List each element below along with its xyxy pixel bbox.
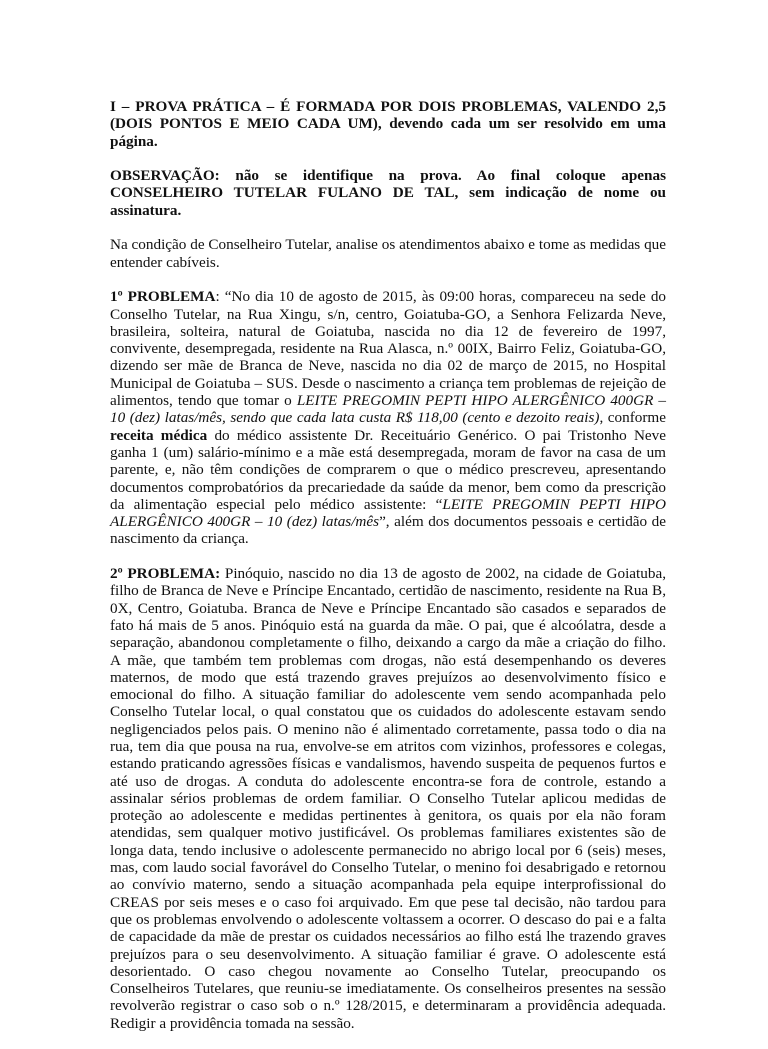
problem-1-label: 1º PROBLEMA (110, 288, 216, 306)
exam-title: I – PROVA PRÁTICA – É FORMADA POR DOIS PROBLEMAS, VALENDO 2,5 (DOIS PONTOS E MEIO CADA UM), devendo cada um ser resolvido em uma página. (110, 98, 666, 150)
problem-1-text-b: , conforme (599, 409, 666, 427)
document-page (110, 98, 666, 1049)
problem-2-paragraph (110, 565, 666, 1032)
problem-2-text: Pinóquio, nascido no dia 13 de agosto de 2002, na cidade de Goiatuba, filho de Branca de Neve e Príncipe Encantado, certidão de nascimento, residente na Rua B, 0X, Centro, Goiatuba. Branca de Neve e Príncipe Encantado são casados e separados de fato há mais de 5 anos. Pinóquio está na guarda da mãe. O pai, que é alcoólatra, desde a separação, abandonou completamente o filho, deixando a cargo da mãe a criação do filho. A mãe, que também tem problemas com drogas, não está desempenhando os deveres maternos, de modo que está trazendo graves prejuízos ao desenvolvimento físico e emocional do filho. A situação familiar do adolescente vem sendo acompanhada pelo Conselho Tutelar local, o qual constatou que os cuidados do adolescente estavam sendo negligenciados pelos pais. O menino não é alimentado corretamente, passa todo o dia na rua, tem dia que pousa na rua, envolve-se em atritos com vizinhos, professores e colegas, estando praticando agressões físicas e vandalismos, havendo suspeita de pequenos furtos e até uso de drogas. A conduta do adolescente encontra-se fora de controle, estando a assinalar sérios problemas de ordem familiar. O Conselho Tutelar aplicou medidas de proteção ao adolescente e medidas pertinentes à genitora, os quais por ela não foram atendidas, sem qualquer motivo justificável. Os problemas familiares existentes são de longa data, tendo inclusive o adolescente permanecido no abrigo local por 6 (seis) meses, mas, com laudo social favorável do Conselho Tutelar, o menino foi desabrigado e retornou ao convívio materno, sendo a situação acompanhada pela equipe interprofissional do CREAS por seis meses e o caso foi arquivado. Em que pese tal decisão, não tardou para que os problemas envolvendo o adolescente voltassem a ocorrer. O descaso do pai e a falta de capacidade da mãe de prestar os cuidados necessários ao filho está lhe trazendo graves prejuízos para o seu desenvolvimento. A situação familiar é grave. O adolescente está desorientado. O caso chegou novamente ao Conselho Tutelar, preocupando os Conselheiros Tutelares, que reuniu-se imediatamente. Os conselheiros presentes na sessão revolverão registrar o caso sob o n.º 128/2015, e determinaram a providência adequada. Redigir a providência tomada na sessão. (110, 565, 666, 1032)
problem-1-paragraph (110, 288, 666, 547)
observation-label: OBSERVAÇÃO: (110, 167, 220, 185)
problem-2-label: 2º PROBLEMA: (110, 565, 221, 583)
observation-paragraph (110, 167, 666, 219)
problem-1-text-a: : “No dia 10 de agosto de 2015, às 09:00 horas, compareceu na sede do Conselho Tutelar, na Rua Xingu, s/n, centro, Goiatuba-GO, a Senhora Felizarda Neve, brasileira, solteira, natural de Goiatuba, nascida no dia 12 de fevereiro de 1997, convivente, desempregada, residente na Rua Alasca, n.º 00IX, Bairro Feliz, Goiatuba-GO, dizendo ser mãe de Branca de Neve, nascida no dia 02 de março de 2015, no Hospital Municipal de Goiatuba – SUS. Desde o nascimento a criança tem problemas de rejeição de alimentos, tendo que tomar o (110, 288, 667, 410)
problem-1-italic-2: LEITE PREGOMIN PEPTI HIPO ALERGÊNICO 400GR – 10 (dez) latas/mês (110, 495, 667, 531)
problem-1-italic-1: LEITE PREGOMIN PEPTI HIPO ALERGÊNICO 400GR – 10 (dez) latas/mês, sendo que cada lata custa R$ 118,00 (cento e dezoito reais) (110, 392, 666, 427)
intro-paragraph: Na condição de Conselheiro Tutelar, analise os atendimentos abaixo e tome as medidas que entender cabíveis. (110, 236, 666, 271)
observation-text: não se identifique na prova. Ao final coloque apenas CONSELHEIRO TUTELAR FULANO DE TAL, sem indicação de nome ou assinatura. (110, 167, 666, 219)
problem-1-text-c: do médico assistente Dr. Receituário Genérico. O pai Tristonho Neve ganha 1 (um) salário-mínimo e a mãe está desempregada, moram de favor na casa de um parente, e, não têm condições de comprarem o que o médico prescreveu, apresentando documentos comprobatórios da precariedade da saúde da menor, bem como da prescrição da alimentação especial pelo médico assistente: “ (110, 426, 666, 513)
problem-1-bold-receita: receita médica (110, 426, 208, 444)
problem-1-text-d: ”, além dos documentos pessoais e certidão de nascimento da criança. (110, 513, 666, 548)
